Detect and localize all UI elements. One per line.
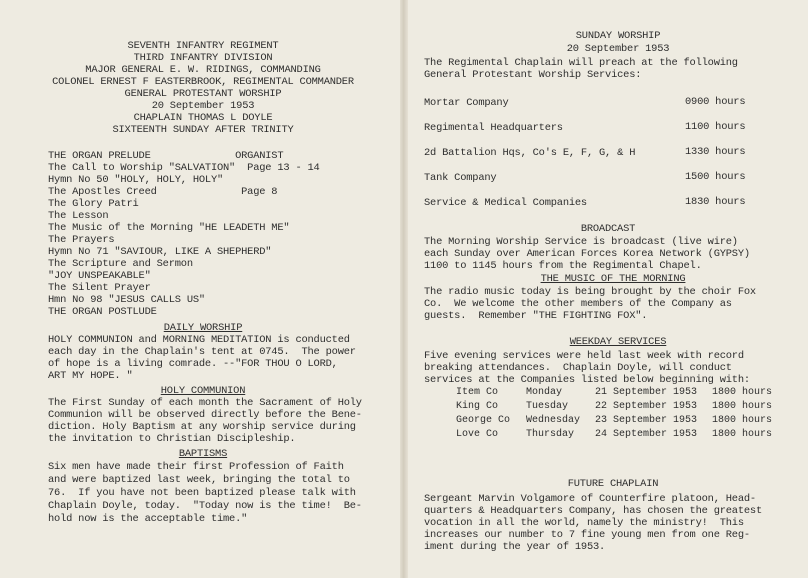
weekday-time: 1800 hours: [712, 415, 773, 426]
header-line-6: 20 September 1953: [151, 100, 255, 112]
holy-communion-heading: HOLY COMMUNION: [160, 385, 246, 397]
order-line: The Scripture and Sermon: [48, 258, 193, 270]
intro-line: The Regimental Chaplain will preach at the following: [424, 57, 738, 69]
weekday-date: 22 September 1953: [595, 401, 698, 412]
broadcast-heading: BROADCAST: [580, 223, 636, 235]
weekday-day: Tuesday: [526, 401, 569, 412]
communion-line: the invitation to Christian Discipleship.: [48, 433, 296, 445]
weekday-time: 1800 hours: [712, 387, 773, 398]
intro-line: General Protestant Worship Services:: [424, 69, 642, 81]
weekday-time: 1800 hours: [712, 401, 773, 412]
weekday-line: Five evening services were held last week with record: [424, 350, 744, 362]
service-time: 1500 hours: [685, 171, 746, 183]
future-line: quarters & Headquarters Company, has chosen the greatest: [424, 505, 762, 517]
weekday-co: Item Co: [456, 387, 499, 398]
order-line: The Glory Patri: [48, 198, 139, 210]
music-heading: THE MUSIC OF THE MORNING: [540, 273, 686, 285]
service-place: Tank Company: [424, 172, 497, 184]
future-line: increases our number to 7 fine young men from one Reg-: [424, 529, 750, 541]
order-line: Hmn No 98 "JESUS CALLS US": [48, 294, 205, 306]
header-line-8: SIXTEENTH SUNDAY AFTER TRINITY: [112, 124, 294, 136]
sunday-worship-title: SUNDAY WORSHIP: [575, 30, 661, 42]
header-line-2: THIRD INFANTRY DIVISION: [133, 52, 273, 64]
service-time: 1330 hours: [685, 146, 746, 158]
left-page: [0, 0, 400, 578]
sunday-worship-date: 20 September 1953: [566, 43, 670, 55]
right-page: [408, 0, 808, 578]
future-chaplain-heading: FUTURE CHAPLAIN: [567, 478, 659, 490]
communion-line: The First Sunday of each month the Sacrament of Holy: [48, 397, 362, 409]
daily-line: ART MY HOPE. ": [48, 370, 133, 382]
weekday-line: services at the Companies listed below beginning with:: [424, 374, 750, 386]
header-line-1: SEVENTH INFANTRY REGIMENT: [127, 40, 279, 52]
weekday-date: 24 September 1953: [595, 429, 698, 440]
music-line: guests. Remember "THE FIGHTING FOX".: [424, 310, 648, 322]
daily-line: HOLY COMMUNION and MORNING MEDITATION is conducted: [48, 334, 350, 346]
baptism-line: hold now is the acceptable time.": [48, 513, 248, 525]
order-line: The Apostles Creed Page 8: [48, 186, 278, 198]
weekday-table: [408, 386, 808, 446]
service-time: 0900 hours: [685, 96, 746, 108]
baptisms-heading: BAPTISMS: [178, 448, 228, 460]
order-line: The Silent Prayer: [48, 282, 151, 294]
daily-worship-heading: DAILY WORSHIP: [163, 322, 243, 334]
order-line: THE ORGAN PRELUDE ORGANIST: [48, 150, 284, 162]
future-line: iment during the year of 1953.: [424, 541, 606, 553]
weekday-co: Love Co: [456, 429, 499, 440]
broadcast-line: 1100 to 1145 hours from the Regimental Chapel.: [424, 260, 702, 272]
future-line: Sergeant Marvin Volgamore of Counterfire platoon, Head-: [424, 493, 756, 505]
baptism-line: Six men have made their first Profession of Faith: [48, 461, 344, 473]
weekday-day: Wednesday: [526, 415, 581, 426]
daily-line: each day in the Chaplain's tent at 0745. The power: [48, 346, 356, 358]
daily-line: of hope is a living comrade. --"FOR THOU O LORD,: [48, 358, 338, 370]
music-line: Co. We welcome the other members of the Company as: [424, 298, 732, 310]
service-place: 2d Battalion Hqs, Co's E, F, G, & H: [424, 147, 636, 159]
header-line-7: CHAPLAIN THOMAS L DOYLE: [133, 112, 273, 124]
service-place: Regimental Headquarters: [424, 122, 563, 134]
service-time: 1830 hours: [685, 196, 746, 208]
header-line-4: COLONEL ERNEST F EASTERBROOK, REGIMENTAL COMMANDER: [52, 76, 354, 88]
weekday-time: 1800 hours: [712, 429, 773, 440]
weekday-line: breaking attendances. Chaplain Doyle, will conduct: [424, 362, 732, 374]
order-line: The Call to Worship "SALVATION" Page 13 - 14: [48, 162, 320, 174]
order-line: The Music of the Morning "HE LEADETH ME": [48, 222, 290, 234]
weekday-date: 21 September 1953: [595, 387, 698, 398]
order-line: THE ORGAN POSTLUDE: [48, 306, 157, 318]
weekday-co: King Co: [456, 401, 499, 412]
header-line-5: GENERAL PROTESTANT WORSHIP: [124, 88, 282, 100]
music-line: The radio music today is being brought by the choir Fox: [424, 286, 756, 298]
broadcast-line: The Morning Worship Service is broadcast (live wire): [424, 236, 738, 248]
order-line: Hymn No 50 "HOLY, HOLY, HOLY": [48, 174, 224, 186]
order-line: Hymn No 71 "SAVIOUR, LIKE A SHEPHERD": [48, 246, 272, 258]
order-line: The Prayers: [48, 234, 115, 246]
header-line-3: MAJOR GENERAL E. W. RIDINGS, COMMANDING: [85, 64, 321, 76]
order-line: The Lesson: [48, 210, 109, 222]
weekday-heading: WEEKDAY SERVICES: [569, 336, 667, 348]
communion-line: Communion will be observed directly before the Bene-: [48, 409, 362, 421]
page-fold: [400, 0, 408, 578]
broadcast-line: each Sunday over American Forces Korea Network (GYPSY): [424, 248, 750, 260]
service-time: 1100 hours: [685, 121, 746, 133]
service-place: Mortar Company: [424, 97, 509, 109]
baptism-line: Chaplain Doyle, today. "Today now is the time! Be-: [48, 500, 362, 512]
future-line: vocation in all the world, namely the ministry! This: [424, 517, 744, 529]
baptism-line: 76. If you have not been baptized please talk with: [48, 487, 356, 499]
service-place: Service & Medical Companies: [424, 197, 587, 209]
weekday-date: 23 September 1953: [595, 415, 698, 426]
baptism-line: and were baptized last week, bringing the total to: [48, 474, 350, 486]
weekday-day: Monday: [526, 387, 563, 398]
weekday-co: George Co: [456, 415, 511, 426]
weekday-day: Thursday: [526, 429, 575, 440]
communion-line: diction. Holy Baptism at any worship service during: [48, 421, 356, 433]
order-line: "JOY UNSPEAKABLE": [48, 270, 151, 282]
